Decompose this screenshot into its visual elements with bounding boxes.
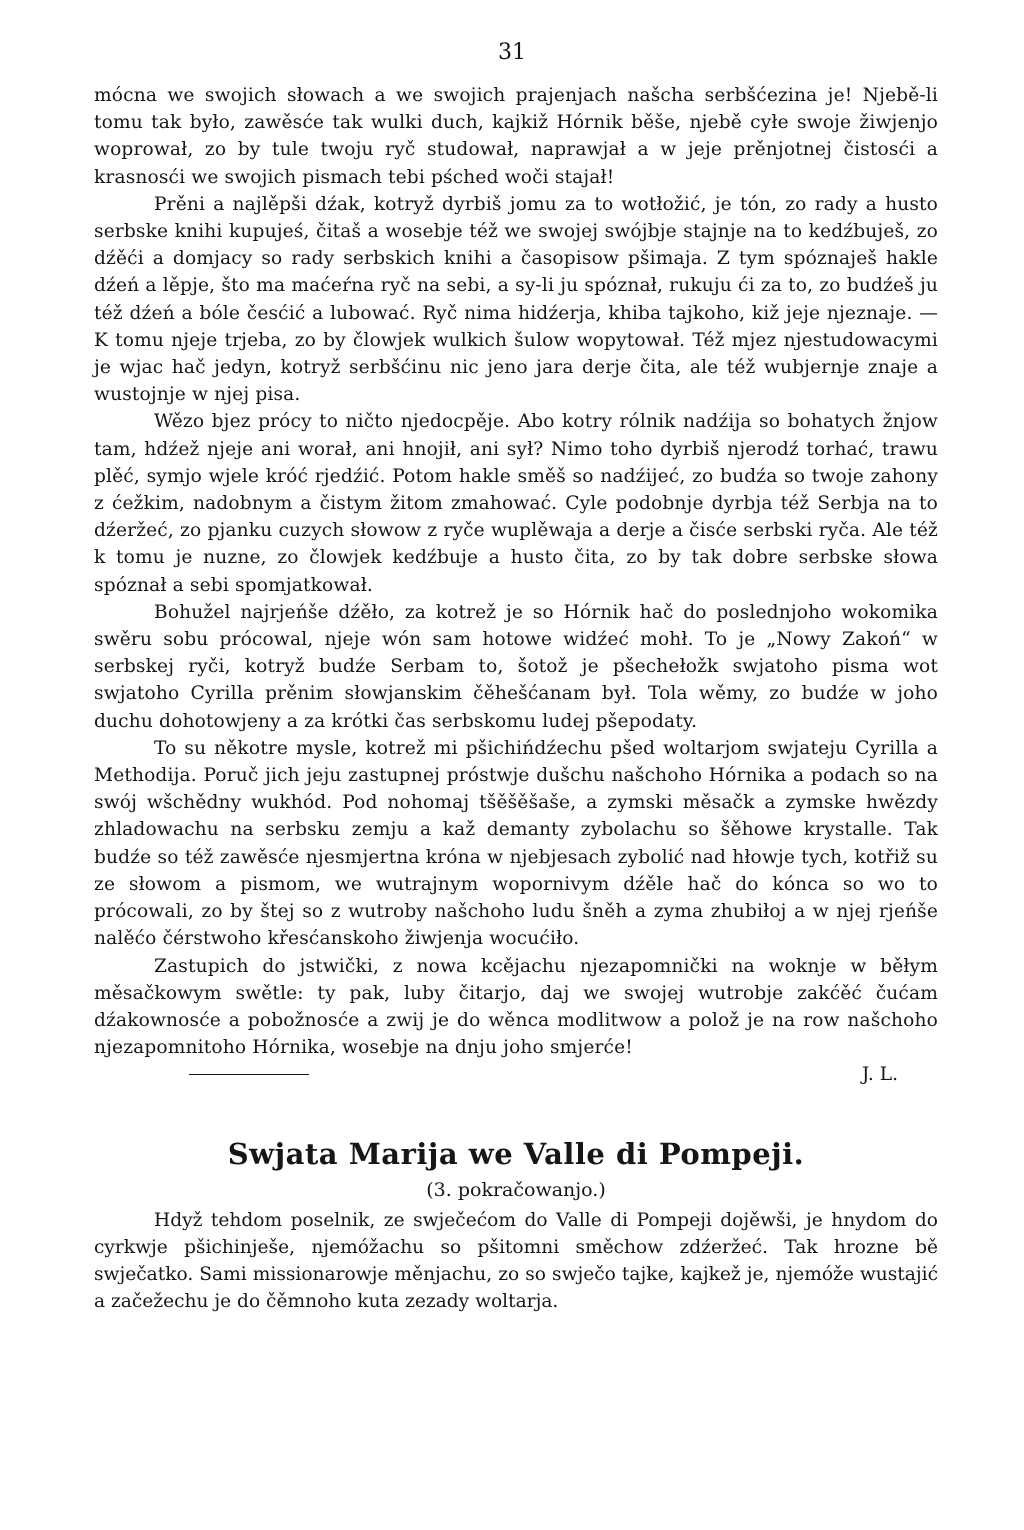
paragraph-5: To su někotre mysle, kotrež mi pšichińdźechu pšed woltarjom swjateju Cyrilla a Methodija. Poruč jich jeju zastupnej próstwje dušchu našchoho Hórnika a podach so na swój wšchědny wukhód. Pod nohomaj tšěšěšaše, a zymski měsačk a zymske hwězdy zhladowachu na serbsku zemju a kaž demanty zybolachu so šěhowe krystalle. Tak budźe so též zawěsće njesmjertna króna w njebjesach zybolić nad hłowje tych, kotřiž su ze słowom a pismom, we wutrajnym wopornivym dźěle hač do kónca so wo to prócowali, zo by štej so z wutroby našchoho ludu šněh a zyma zhubiłoj a w njej rjeńše nalěćo čérstwoho křesćanskoho žiwjenja wocućiło.	[94, 737, 938, 950]
section-subtitle: (3. pokračowanjo.)	[426, 1178, 606, 1201]
article-body	[94, 82, 938, 1315]
paragraph-2: Prěni a najlěpši dźak, kotryž dyrbiš jomu za to wotłožić, je tón, zo rady a husto serbske knihi kupujeś, čitaš a wosebje též we swojej swójbje stajnje na to kedźbuješ, zo dźěći a domjacy so rady serbskich knihi a časopisow pšimaja. Z tym spóznaješ hakle dźeń a lěpje, što ma maćeŕna ryč na sebi, a sy-li ju spóznał, rukuju ći za to, zo budźeš ju též dźeń a bóle česćić a lubować. Ryč nima hidźerja, khiba tajkoho, kiž jeje njeznaje. — K tomu njeje trjeba, zo by člowjek wulkich šulow wopytował. Též mjez njestudowacymi je wjac hač jedyn, kotryž serbšćinu nic jeno jara derje čita, ale též wubjernje znaje a wustojnje w njej pisa.	[94, 193, 938, 406]
author-signature: J. L.	[861, 1064, 898, 1086]
paragraph-4: Bohužel najrjeńše dźěło, za kotrež je so Hórnik hač do poslednjoho wokomika swěru sobu prócowal, njeje wón sam hotowe widźeć mohł. To je „Nowy Zakoń“ w serbskej ryči, kotryž budźe Serbam to, šotož je pšechełožk swjatoho pisma wot swjatoho Cyrilla prěnim słowjanskim čěhešćanam był. Tola wěmy, zo budźe w joho duchu dohotowjeny a za krótki čas serbskomu ludej pšepodaty.	[94, 601, 938, 732]
paragraph-1: mócna we swojich słowach a we swojich prajenjach našcha serbšćezina je! Njebě-li tomu tak było, zawěsće tak wulki duch, kajkiž Hórnik běše, njebě cyłe swoje žiwjenjo woprował, zo by tule twoju ryč studował, naprawjał a w jeje prěnjotnej čistosći a krasnosći we swojich pismach tebi pśched woči stajał!	[94, 85, 938, 188]
section-paragraph: Hdyž tehdom poselnik, ze swječećom do Valle di Pompeji dojěwši, je hnydom do cyrkwje pšichinješe, njemóžachu so pšitomni směchow zdźeržeć. Tak hrozne bě swječatko. Sami missionarowje měnjachu, zo so swječo tajke, kajkež je, njemóže wustajić a začežechu je do čěmnoho kuta zezady woltarja.	[94, 1209, 938, 1313]
section-title: Swjata Marija we Valle di Pompeji.	[227, 1136, 805, 1171]
page-number: 31	[498, 40, 526, 65]
paragraph-6: Zastupich do jstwički, z nowa kcějachu njezapomnički na woknje w běłym měsačkowym swětle: ty pak, luby čitarjo, daj we swojej wutrobje zakćěć čućam dźakownosće a pobožnosće a zwij je do wěnca modlitwow a polož je na row našchoho njezapomnitoho Hórnika, wosebje na dnju joho smjerće!	[94, 955, 938, 1059]
separator-rule	[189, 1074, 309, 1075]
paragraph-3: Wězo bjez prócy to ničto njedocpěje. Abo kotry rólnik nadźija so bohatych žnjow tam, hdźež njeje ani worał, ani hnojił, ani sył? Nimo toho dyrbiš njerodź torhać, trawu plěć, symjo wjele króć rjedźić. Potom hakle směš so nadźijeć, zo budźa so twoje zahony z ćežkim, nadobnym a čistym žitom zmahować. Cyle podobnje dyrbja též Serbja na to dźeržeć, zo pjanku cuzych słowow z ryče wuplěwaja a derje a čisće serbski ryča. Ale též k tomu je nuzne, zo člowjek kedźbuje a husto čita, zo by tak dobre serbske słowa spóznał a sebi spomjatkował.	[94, 411, 938, 596]
signature-row	[94, 1061, 938, 1088]
